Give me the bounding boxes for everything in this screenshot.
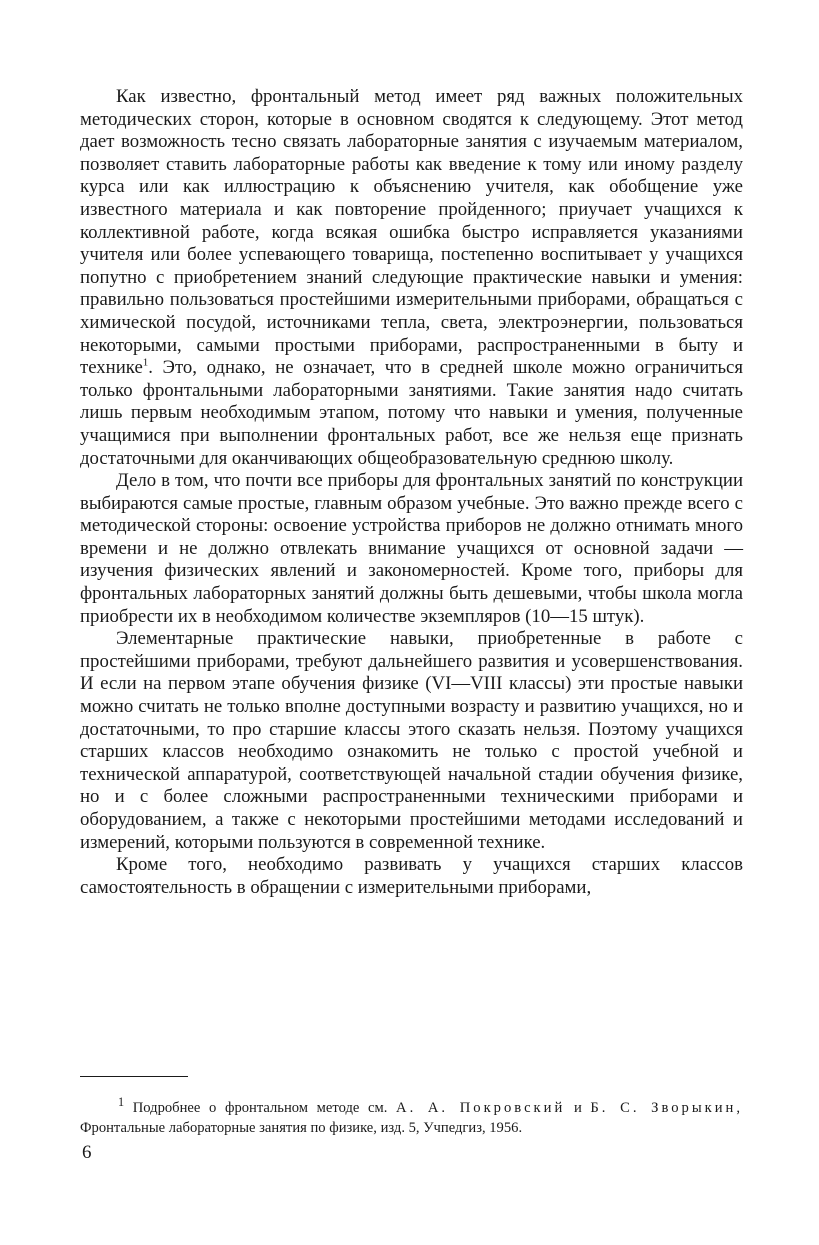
paragraph-3: Элементарные практические навыки, приобретенные в работе с простейшими приборами, требуют дальнейшего развития и усовершенствования. И если на первом этапе обучения физике (VI—VIII классы) эти простые навыки можно считать не только вполне доступными возрасту и развитию учащихся, но и достаточными, то про старшие классы этого сказать нельзя. Поэтому учащихся старших классов необходимо ознакомить не только с простой учебной и технической аппаратурой, соответствующей начальной стадии обучения физике, но и с более сложными распространенными техническими приборами и оборудованием, а также с некоторыми простейшими методами исследований и измерений, которыми пользуются в современной технике. — [80, 628, 743, 853]
paragraph-1-text: Как известно, фронтальный метод имеет ряд важных положительных методических сторон, которые в основном сводятся к следующему. Этот метод дает возможность тесно связать лабораторные занятия с изучаемым материалом, позволяет ставить лабораторные работы как введение к тому или иному разделу курса или как иллюстрацию к объяснению учителя, как обобщение уже известного материала и как повторение пройденного; приучает учащихся к коллективной работе, когда всякая ошибка быстро исправляется указаниями учителя или более успевающего товарища, постепенно воспитывает у учащихся попутно с приобретением знаний следующие практические навыки и умения: правильно пользоваться простейшими измерительными приборами, обращаться с химической посудой, источниками тепла, света, электроэнергии, пользоваться некоторыми, самыми простыми приборами, распространенными в быту и технике — [80, 86, 743, 379]
footnote-author-1: А. А. Покровский — [396, 1099, 566, 1116]
footnote-mark: 1 — [118, 1095, 125, 1109]
paragraph-2: Дело в том, что почти все приборы для фронтальных занятий по конструкции выбираются самые простые, главным образом учебные. Это важно прежде всего с методической стороны: освоение устройства приборов не должно отнимать много времени и не должно отвлекать внимание учащихся от основной задачи — изучения физических явлений и закономерностей. Кроме того, приборы для фронтальных лабораторных занятий должны быть дешевыми, чтобы школа могла приобрести их в необходимом количестве экземпляров (10—15 штук). — [80, 470, 743, 627]
paragraph-4: Кроме того, необходимо развивать у учащихся старших классов самостоятельность в обращении с измерительными приборами, — [80, 854, 743, 898]
footnote-author-2: Б. С. Зворыкин, — [590, 1099, 744, 1116]
paragraph-1 — [80, 86, 743, 470]
footnote — [80, 1092, 743, 1138]
paragraph-1-text-continued: . Это, однако, не означает, что в средней школе можно ограничиться только фронтальными лабораторными занятиями. Такие занятия надо считать лишь первым необходимым этапом, потому что навыки и умения, полученные учащимися при выполнении фронтальных работ, все же нельзя еще признать достаточными для оканчивающих общеобразовательную среднюю школу. — [80, 357, 743, 469]
footnote-reference[interactable]: 1 — [142, 356, 149, 369]
footnote-reference-text: Фронтальные лабораторные занятия по физике, изд. 5, Учпедгиз, 1956. — [80, 1119, 523, 1136]
footnote-lead: Подробнее о фронтальном методе см. — [132, 1099, 388, 1116]
page-number: 6 — [82, 1142, 92, 1163]
footnote-conjunction: и — [573, 1099, 582, 1116]
page-body — [80, 86, 743, 899]
footnote-divider — [80, 1076, 188, 1077]
